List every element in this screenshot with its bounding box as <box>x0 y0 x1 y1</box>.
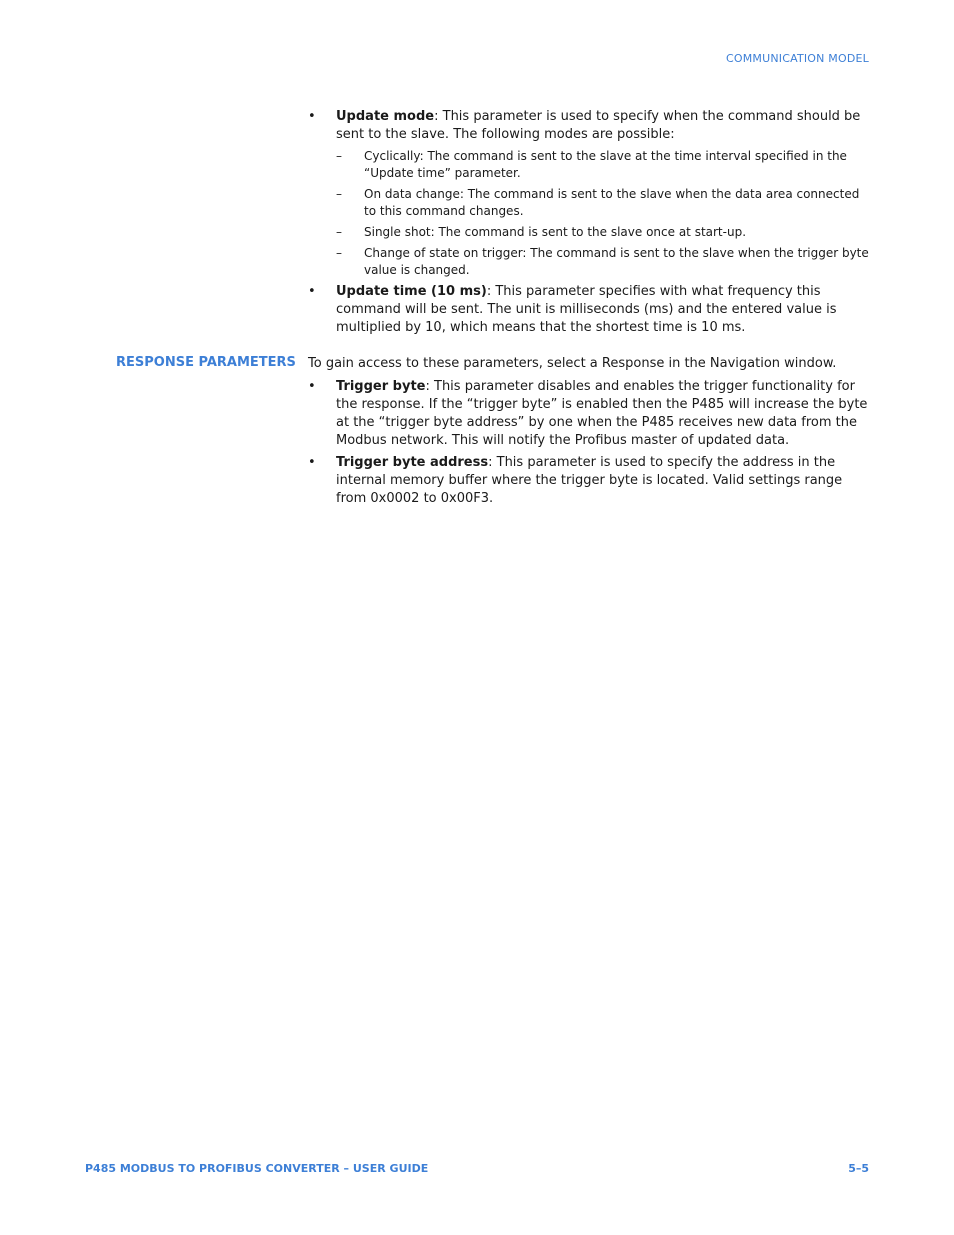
dash-icon: – <box>336 187 342 201</box>
list-item-trigger-byte <box>308 378 870 450</box>
mode-text: Change of state on trigger: The command is sent to the slave when the trigger byte value is changed. <box>364 246 869 277</box>
term-trigger-byte-address: Trigger byte address <box>336 455 489 470</box>
dash-icon: – <box>336 246 342 260</box>
mode-item-change-of-state <box>308 245 870 279</box>
bullet-icon: • <box>308 379 316 394</box>
mode-text: Cyclically: The command is sent to the slave at the time interval specified in the “Update time” parameter. <box>364 149 847 180</box>
footer-title: P485 MODBUS TO PROFIBUS CONVERTER – USER GUIDE <box>85 1162 429 1175</box>
desc-trigger-byte-address: : This parameter is used to specify the address in the internal memory buffer where the trigger byte is located. Valid settings range from 0x0002 to 0x00F3. <box>336 455 843 506</box>
response-parameters-list <box>308 355 870 512</box>
bullet-icon: • <box>308 284 316 299</box>
list-item-update-time <box>308 283 870 337</box>
section-intro: To gain access to these parameters, select a Response in the Navigation window. <box>308 356 837 371</box>
command-parameters-list <box>308 108 870 341</box>
desc-trigger-byte: : This parameter disables and enables the trigger functionality for the response. If the “trigger byte” is enabled then the P485 will increase the byte at the “trigger byte address” by one when the P485 receives new data from the Modbus network. This will notify the Profibus master of updated data. <box>336 379 868 448</box>
desc-update-mode: : This parameter is used to specify when the command should be sent to the slave. The following modes are possible: <box>336 109 861 142</box>
desc-update-time: : This parameter specifies with what frequency this command will be sent. The unit is milliseconds (ms) and the entered value is multiplied by 10, which means that the shortest time is 10 ms. <box>336 284 837 335</box>
running-header: COMMUNICATION MODEL <box>725 52 869 65</box>
dash-icon: – <box>336 149 342 163</box>
list-item-update-mode <box>308 108 870 144</box>
mode-text: On data change: The command is sent to the slave when the data area connected to this command changes. <box>364 187 860 218</box>
mode-item-on-data-change <box>308 186 870 220</box>
dash-icon: – <box>336 225 342 239</box>
page-number: 5–5 <box>848 1162 869 1175</box>
section-heading-response-parameters: RESPONSE PARAMETERS <box>116 355 296 370</box>
bullet-icon: • <box>308 455 316 470</box>
mode-text: Single shot: The command is sent to the slave once at start-up. <box>364 225 747 239</box>
term-update-time: Update time (10 ms) <box>336 284 487 299</box>
mode-item-cyclically <box>308 148 870 182</box>
list-item-trigger-byte-address <box>308 454 870 508</box>
bullet-icon: • <box>308 109 316 124</box>
term-update-mode: Update mode <box>336 109 435 124</box>
term-trigger-byte: Trigger byte <box>336 379 426 394</box>
mode-item-single-shot <box>308 224 870 241</box>
